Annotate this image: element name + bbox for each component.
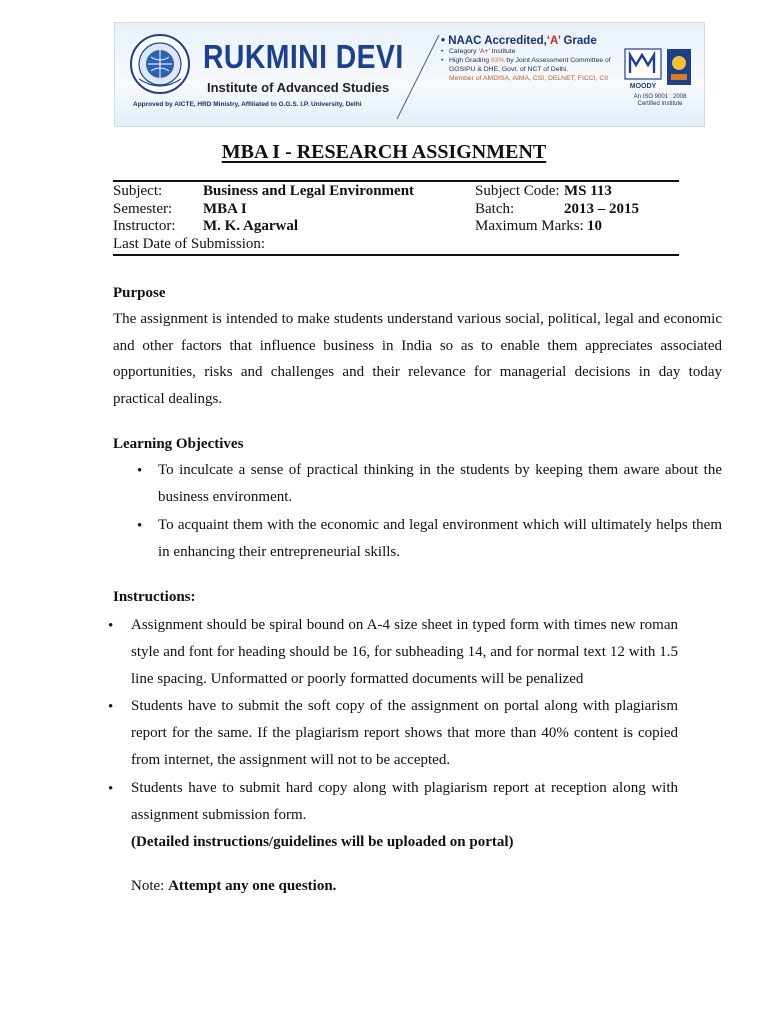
accreditation-block xyxy=(441,35,617,83)
instructor-value: M. K. Agarwal xyxy=(203,218,298,234)
instruction-item: Students have to submit hard copy along with plagiarism report at reception along with assignment submission form. xyxy=(131,780,678,823)
naac-accreditation: • NAAC Accredited,‘A’ Grade xyxy=(441,35,597,47)
info-bottom-rule xyxy=(113,254,679,256)
max-marks-value: 10 xyxy=(587,218,602,234)
instructions-heading: Instructions: xyxy=(113,589,196,605)
objective-bullet: • xyxy=(137,463,143,479)
objectives-heading: Learning Objectives xyxy=(113,436,244,452)
institution-subtitle: Institute of Advanced Studies xyxy=(207,80,390,95)
grading-prefix: High Grading xyxy=(449,57,491,64)
subject-value: Business and Legal Environment xyxy=(203,183,415,199)
purpose-text: The assignment is intended to make students understand various social, political, legal and economic and other factors that influence business in India so as to enable them appreciates associated opportunities, risks and challenges and their relevance for managerial decisions in day today practical dealings. xyxy=(113,311,722,407)
max-marks-label: Maximum Marks: xyxy=(475,218,584,234)
note-line xyxy=(131,878,336,895)
membership-line: Member of AMDISA, AIMA, CSI, DELNET, FICCI, CII xyxy=(449,75,609,82)
note-label: Note: xyxy=(131,878,169,894)
subject-code-label: Subject Code: xyxy=(475,183,560,199)
category-grade: ‘A+’ xyxy=(478,48,490,55)
batch-label: Batch: xyxy=(475,201,515,217)
institution-name: RUKMINI DEVI xyxy=(203,38,404,75)
subject-label: Subject: xyxy=(113,183,163,199)
iso-certification xyxy=(623,94,697,108)
approval-line: Approved by AICTE, HRD Ministry, Affiliated to G.G.S. I.P. University, Delhi xyxy=(133,101,362,108)
grading-suffix: by Joint Assessment Committee of GGSIPU & DHE, Govt. of NCT of Delhi. xyxy=(449,57,611,73)
objective-item: To acquaint them with the economic and legal environment which will ultimately helps them in enhancing their entrepreneurial skills. xyxy=(158,517,722,560)
objective-item: To inculcate a sense of practical thinking in the students by keeping them aware about the business environment. xyxy=(158,462,722,505)
instruction-item: Students have to submit the soft copy of the assignment on portal along with plagiarism report for the same. If the plagiarism report shows that more than 40% content is copied from internet, the assignment will not to be accepted. xyxy=(131,698,678,768)
semester-label: Semester: xyxy=(113,201,173,217)
detailed-instructions-note: (Detailed instructions/guidelines will be uploaded on portal) xyxy=(131,834,514,850)
category-suffix: Institute xyxy=(489,48,516,55)
subject-code-value: MS 113 xyxy=(564,183,612,199)
batch-value: 2013 – 2015 xyxy=(564,201,639,217)
banner-divider xyxy=(391,33,445,121)
category-line xyxy=(441,47,617,56)
info-top-rule xyxy=(113,180,679,182)
moody-label: MOODY xyxy=(629,83,657,90)
last-date-label: Last Date of Submission: xyxy=(113,236,266,252)
category-prefix: Category xyxy=(449,48,479,55)
grading-line xyxy=(441,56,617,74)
institution-banner xyxy=(114,22,705,127)
grading-percent: 83% xyxy=(490,57,505,64)
note-value: Attempt any one question. xyxy=(168,878,337,894)
instructor-label: Instructor: xyxy=(113,218,176,234)
college-seal-icon xyxy=(129,33,191,95)
page-title: MBA I - RESEARCH ASSIGNMENT xyxy=(221,141,547,163)
semester-value: MBA I xyxy=(203,201,247,217)
iso-line-2: Certified Institute xyxy=(637,101,683,107)
instruction-bullet: • xyxy=(108,699,114,715)
naac-prefix: NAAC Accredited, xyxy=(448,35,547,47)
instruction-bullet: • xyxy=(108,781,114,797)
naac-suffix: Grade xyxy=(560,35,597,47)
purpose-heading: Purpose xyxy=(113,285,166,301)
instruction-bullet: • xyxy=(108,618,114,634)
moody-certification-icon xyxy=(623,47,693,91)
objective-bullet: • xyxy=(137,518,143,534)
naac-grade: ‘A’ xyxy=(546,35,561,47)
iso-line-1: An ISO 9001 : 2008 xyxy=(633,94,687,100)
instruction-item: Assignment should be spiral bound on A-4 size sheet in typed form with times new roman style and font for heading should be 16, for subheading 14, and for normal text 12 with 1.5 line spacing. Unformatted or poorly formatted documents will be penalized xyxy=(131,617,678,687)
